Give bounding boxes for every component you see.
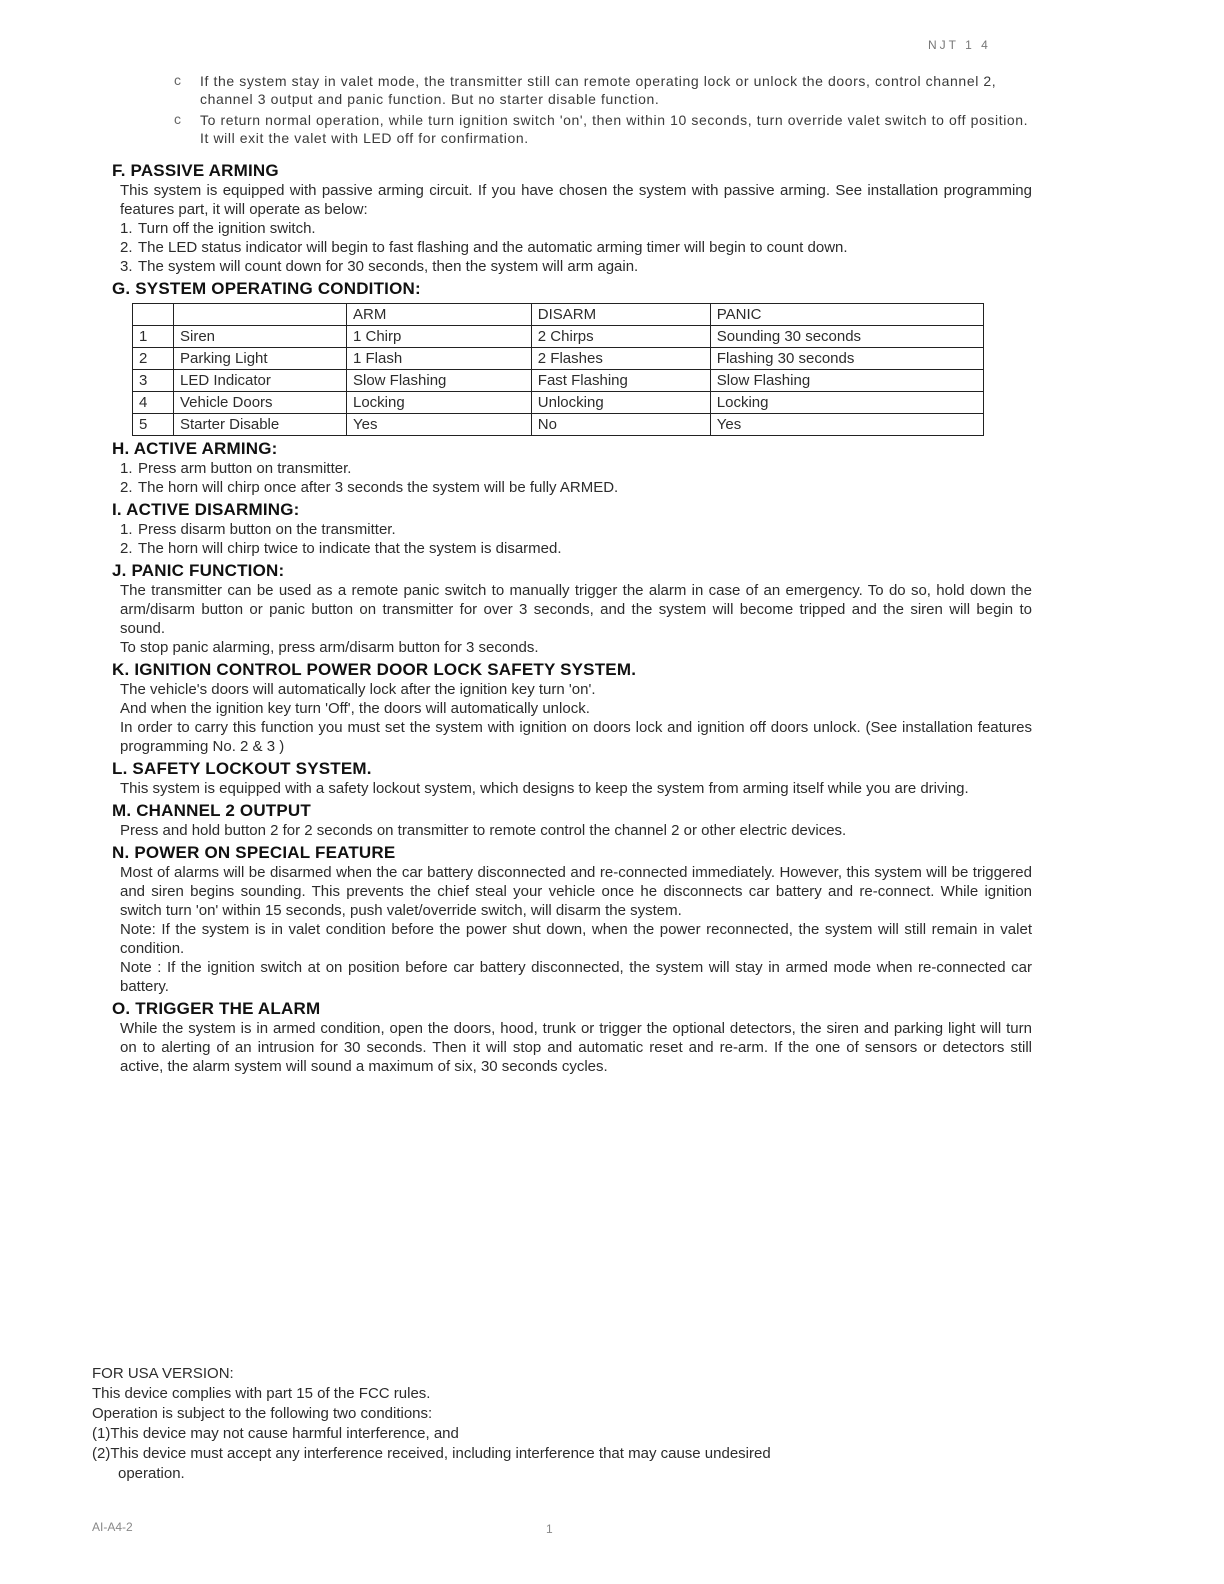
fcc-condition-2: (2)This device must accept any interference received, including interference that may cause undesired — [92, 1445, 771, 1462]
section-paragraph: Press and hold button 2 for 2 seconds on transmitter to remote control the channel 2 or other electric devices. — [120, 822, 847, 839]
list-number: 1. — [120, 460, 133, 477]
table-cell: Siren — [174, 326, 347, 348]
table-cell: Yes — [710, 414, 983, 436]
section-passive-arming — [112, 160, 1032, 276]
column-header: DISARM — [531, 304, 710, 326]
section-heading: K. IGNITION CONTROL POWER DOOR LOCK SAFETY SYSTEM. — [112, 660, 637, 679]
table-cell: 4 — [133, 392, 174, 414]
list-number: 2. — [120, 540, 133, 557]
list-number: 1. — [120, 220, 133, 237]
section-safety-lockout — [112, 758, 1032, 798]
table-row — [133, 392, 984, 414]
section-paragraph: This system is equipped with a safety lockout system, which designs to keep the system from arming itself while you are driving. — [120, 780, 969, 797]
table-cell: Locking — [347, 392, 532, 414]
fcc-statement — [92, 1364, 1022, 1484]
section-active-disarming — [112, 499, 1032, 558]
bullet: c — [174, 72, 181, 88]
table-cell: Unlocking — [531, 392, 710, 414]
list-item — [120, 219, 1032, 238]
list-number: 2. — [120, 479, 133, 496]
table-cell: Slow Flashing — [710, 370, 983, 392]
section-paragraph: In order to carry this function you must set the system with ignition on doors lock and ignition off doors unlock. (See installation features programming No. 2 & 3 ) — [120, 719, 1032, 755]
section-paragraph: The vehicle's doors will automatically lock after the ignition key turn 'on'. — [120, 681, 596, 698]
list-item — [120, 238, 1032, 257]
footer-code: AI-A4-2 — [92, 1520, 133, 1534]
manual-sections — [112, 158, 1032, 1076]
section-channel-2-output — [112, 800, 1032, 840]
list-number: 1. — [120, 521, 133, 538]
fcc-condition-1: (1)This device may not cause harmful interference, and — [92, 1425, 459, 1442]
section-paragraph: Note : If the ignition switch at on position before car battery disconnected, the system will stay in armed mode when re-connected car battery. — [120, 959, 1032, 995]
section-ignition-door-lock — [112, 659, 1032, 756]
table-cell: 5 — [133, 414, 174, 436]
table-cell: Slow Flashing — [347, 370, 532, 392]
list-text: Press arm button on transmitter. — [138, 460, 352, 477]
list-text: The system will count down for 30 seconds, then the system will arm again. — [138, 258, 639, 275]
column-header — [133, 304, 174, 326]
section-paragraph: This system is equipped with passive arming circuit. If you have chosen the system with passive arming. See installation programming features part, it will operate as below: — [120, 182, 1032, 218]
list-number: 2. — [120, 239, 133, 256]
table-cell: 1 Flash — [347, 348, 532, 370]
list-item — [120, 520, 1032, 539]
list-text: Turn off the ignition switch. — [138, 220, 316, 237]
table-cell: Starter Disable — [174, 414, 347, 436]
section-heading: I. ACTIVE DISARMING: — [112, 500, 300, 519]
section-trigger-alarm — [112, 998, 1032, 1076]
section-heading: J. PANIC FUNCTION: — [112, 561, 285, 580]
section-operating-condition — [112, 278, 1032, 436]
table-cell: 2 — [133, 348, 174, 370]
table-cell: 1 Chirp — [347, 326, 532, 348]
list-text: The horn will chirp once after 3 seconds the system will be fully ARMED. — [138, 479, 619, 496]
table-row — [133, 348, 984, 370]
valet-note-1 — [174, 72, 1036, 108]
section-heading: M. CHANNEL 2 OUTPUT — [112, 801, 311, 820]
section-active-arming — [112, 438, 1032, 497]
column-header: PANIC — [710, 304, 983, 326]
list-item — [120, 539, 1032, 558]
section-heading: F. PASSIVE ARMING — [112, 161, 279, 180]
section-power-on-feature — [112, 842, 1032, 996]
section-heading: L. SAFETY LOCKOUT SYSTEM. — [112, 759, 372, 778]
list-item — [120, 257, 1032, 276]
table-cell: Locking — [710, 392, 983, 414]
column-header — [174, 304, 347, 326]
page-number: 1 — [546, 1522, 553, 1536]
fcc-condition-2-cont: operation. — [118, 1465, 185, 1482]
table-cell: 2 Chirps — [531, 326, 710, 348]
bullet: c — [174, 111, 181, 127]
section-heading: G. SYSTEM OPERATING CONDITION: — [112, 279, 421, 298]
list-text: The LED status indicator will begin to fast flashing and the automatic arming timer will begin to count down. — [138, 239, 848, 256]
list-number: 3. — [120, 258, 133, 275]
table-cell: Vehicle Doors — [174, 392, 347, 414]
section-panic-function — [112, 560, 1032, 657]
list-item — [120, 478, 1032, 497]
section-heading: H. ACTIVE ARMING: — [112, 439, 278, 458]
table-cell: Sounding 30 seconds — [710, 326, 983, 348]
table-cell: Flashing 30 seconds — [710, 348, 983, 370]
section-paragraph: Most of alarms will be disarmed when the car battery disconnected and re-connected immediately. However, this system will be triggered and siren begins sounding. This prevents the chief steal your vehicle once he disconnects car battery and re-connect. While ignition switch turn 'on' within 15 seconds, push valet/override switch, will disarm the system. — [120, 864, 1032, 919]
fcc-line: Operation is subject to the following two conditions: — [92, 1405, 433, 1422]
section-heading: N. POWER ON SPECIAL FEATURE — [112, 843, 396, 862]
list-text: The horn will chirp twice to indicate that the system is disarmed. — [138, 540, 562, 557]
list-text: Press disarm button on the transmitter. — [138, 521, 396, 538]
table-cell: Parking Light — [174, 348, 347, 370]
table-cell: 1 — [133, 326, 174, 348]
table-cell: 2 Flashes — [531, 348, 710, 370]
operating-condition-table — [132, 303, 984, 436]
fcc-title: FOR USA VERSION: — [92, 1365, 234, 1382]
section-paragraph: And when the ignition key turn 'Off', the doors will automatically unlock. — [120, 700, 590, 717]
table-row — [133, 326, 984, 348]
table-cell: No — [531, 414, 710, 436]
list-item — [120, 459, 1032, 478]
table-cell: LED Indicator — [174, 370, 347, 392]
section-paragraph: To stop panic alarming, press arm/disarm button for 3 seconds. — [120, 639, 539, 656]
section-paragraph: The transmitter can be used as a remote panic switch to manually trigger the alarm in case of an emergency. To do so, hold down the arm/disarm button or panic button on transmitter for over 3 seconds, and the system will become tripped and the siren will begin to sound. — [120, 582, 1032, 637]
table-cell: Fast Flashing — [531, 370, 710, 392]
valet-notes — [174, 72, 1036, 150]
table-row — [133, 414, 984, 436]
table-cell: Yes — [347, 414, 532, 436]
table-cell: 3 — [133, 370, 174, 392]
valet-note-2 — [174, 111, 1036, 147]
valet-note-text: If the system stay in valet mode, the transmitter still can remote operating lock or unlock the doors, control channel 2, channel 3 output and panic function. But no starter disable function. — [200, 73, 997, 107]
section-heading: O. TRIGGER THE ALARM — [112, 999, 321, 1018]
section-paragraph: Note: If the system is in valet condition before the power shut down, when the power reconnected, the system will still remain in valet condition. — [120, 921, 1032, 957]
valet-note-text: To return normal operation, while turn ignition switch 'on', then within 10 seconds, turn override valet switch to off position. It will exit the valet with LED off for confirmation. — [200, 112, 1029, 146]
table-header-row — [133, 304, 984, 326]
corner-mark: NJT 1 4 — [928, 38, 991, 52]
fcc-line: This device complies with part 15 of the FCC rules. — [92, 1385, 431, 1402]
column-header: ARM — [347, 304, 532, 326]
table-row — [133, 370, 984, 392]
section-paragraph: While the system is in armed condition, open the doors, hood, trunk or trigger the optional detectors, the siren and parking light will turn on to alerting of an intrusion for 30 seconds. Then it will stop and automatic reset and re-arm. If the one of sensors or detectors still active, the alarm system will sound a maximum of six, 30 seconds cycles. — [120, 1020, 1032, 1075]
